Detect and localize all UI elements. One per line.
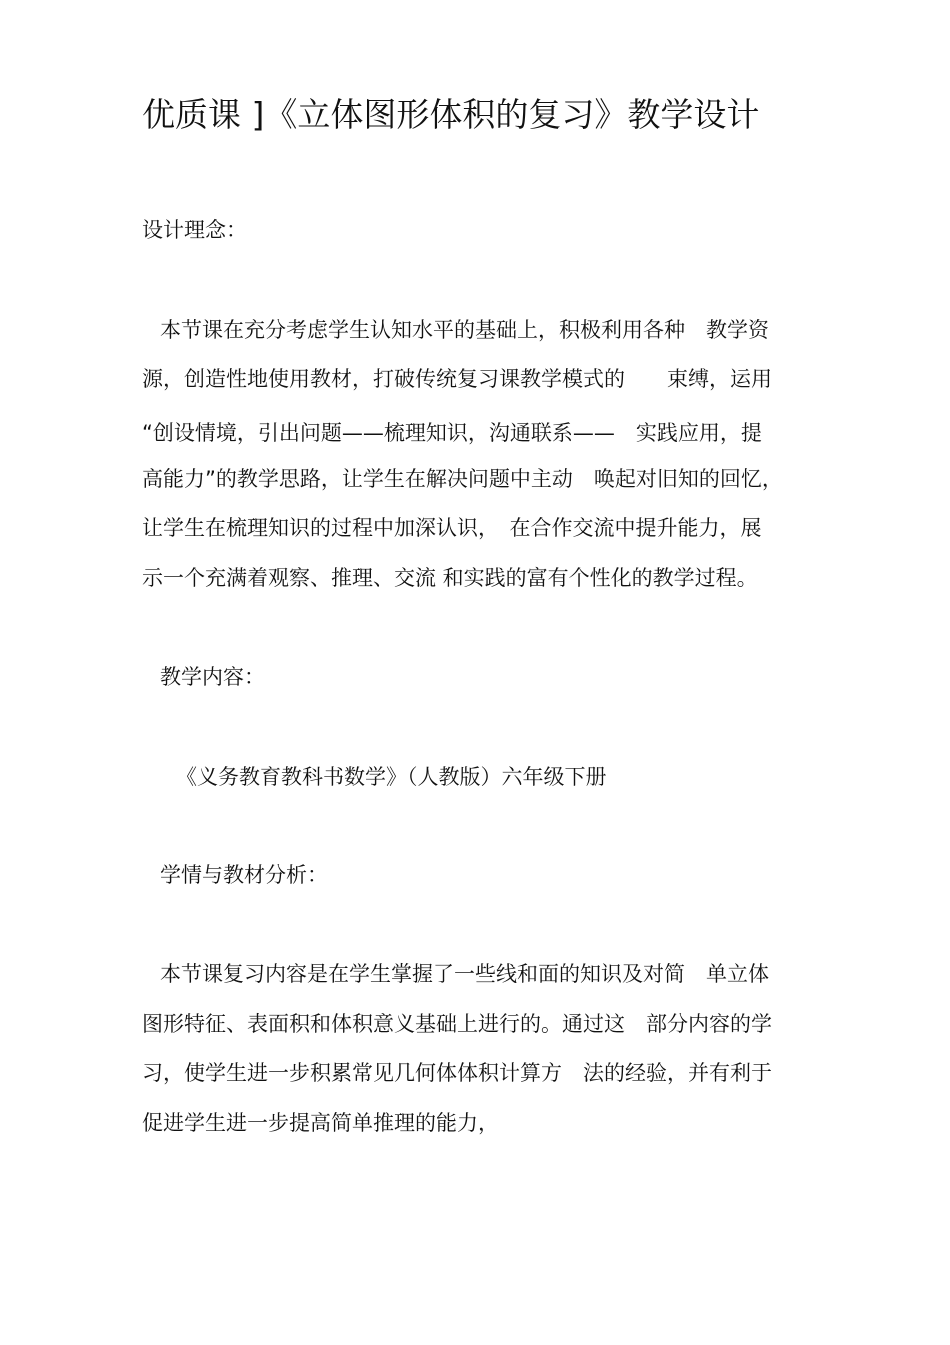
- design-concept-line-2: 源，创造性地使用教材，打破传统复习课教学模式的 束缚，运用: [142, 367, 772, 391]
- design-concept-line-5: 让学生在梳理知识的过程中加深认识， 在合作交流中提升能力，展: [142, 516, 762, 540]
- analysis-line-3: 习，使学生进一步积累常见几何体体积计算方 法的经验，并有利于: [142, 1061, 772, 1085]
- analysis-line-1: 本节课复习内容是在学生掌握了一些线和面的知识及对简 单立体: [160, 962, 769, 986]
- analysis-line-4: 促进学生进一步提高简单推理的能力，: [142, 1111, 499, 1135]
- design-concept-line-3: “创设情境，引出问题——梳理知识，沟通联系—— 实践应用，提: [142, 421, 762, 445]
- design-concept-line-1: 本节课在充分考虑学生认知水平的基础上，积极利用各种 教学资: [160, 318, 769, 342]
- analysis-line-2: 图形特征、表面积和体积意义基础上进行的。通过这 部分内容的学: [142, 1012, 772, 1036]
- content-heading: 教学内容：: [160, 665, 265, 689]
- content-text: 《义务教育教科书数学》（人教版）六年级下册: [176, 765, 607, 789]
- design-concept-line-6: 示一个充满着观察、推理、交流 和实践的富有个性化的教学过程。: [142, 566, 758, 590]
- analysis-heading: 学情与教材分析：: [160, 863, 328, 887]
- design-concept-line-4: 高能力”的教学思路，让学生在解决问题中主动 唤起对旧知的回忆，: [142, 467, 783, 491]
- document-title: 优质课 ]《立体图形体积的复习》教学设计: [142, 95, 760, 134]
- design-concept-heading: 设计理念：: [142, 218, 247, 242]
